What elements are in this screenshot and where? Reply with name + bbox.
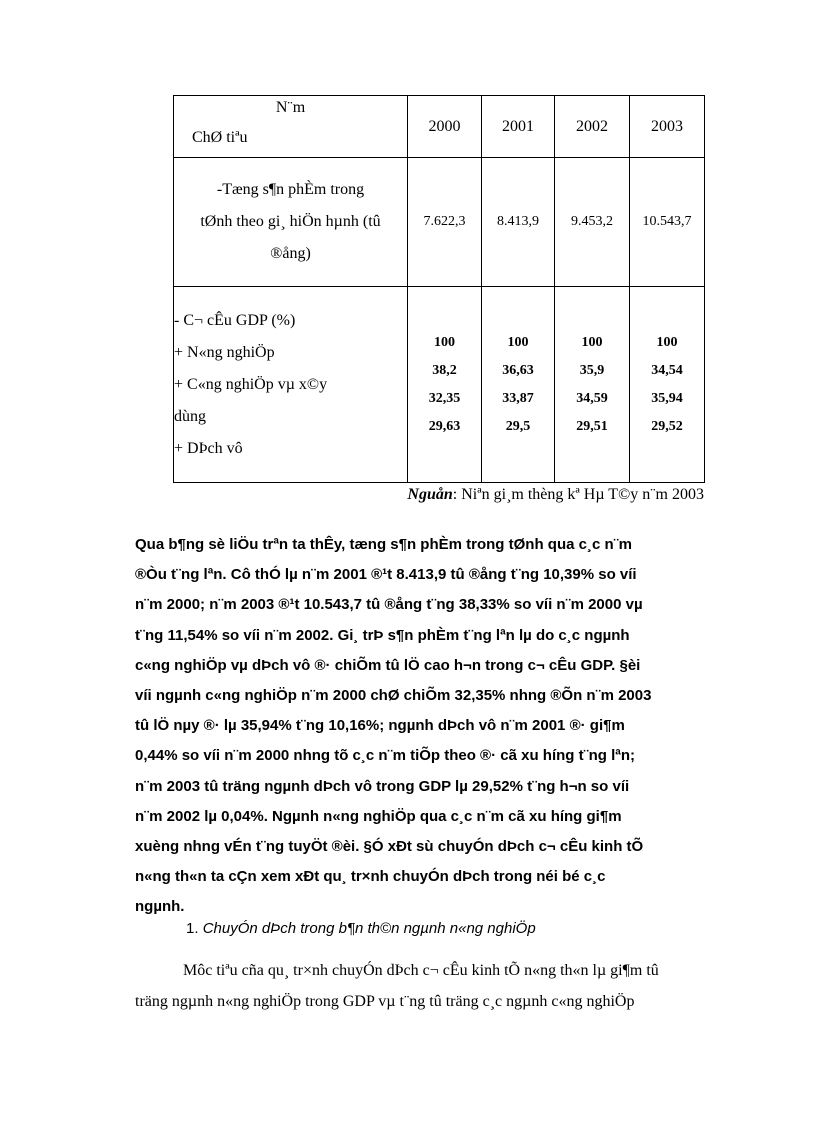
year-header: 2001 bbox=[482, 96, 555, 158]
table-cell bbox=[555, 287, 630, 483]
header-year-label: N¨m bbox=[275, 99, 306, 116]
row-label-line: + N«ng nghiÖp bbox=[174, 343, 275, 361]
table-row-gdp-structure bbox=[174, 287, 705, 483]
paragraph-line: n¨m 2002 lµ 0,04%. Ngµnh n«ng nghiÖp qua c¸c n¨m cã xu híng gi¶m bbox=[135, 807, 622, 825]
paragraph-line: ngµnh. bbox=[135, 898, 185, 916]
cell-value: 29,63 bbox=[428, 418, 461, 434]
heading-text: ChuyÓn dÞch trong b¶n th©n ngµnh n«ng nghiÖp bbox=[202, 920, 536, 937]
table-cell: 9.453,2 bbox=[555, 158, 630, 287]
header-diagonal-cell bbox=[174, 96, 408, 158]
paragraph-line: ®Òu t¨ng lªn. Cô thÓ lµ n¨m 2001 ®¹t 8.413,9 tû ®ång t¨ng 10,39% so víi bbox=[135, 566, 637, 584]
source-label: Nguån bbox=[407, 486, 453, 503]
paragraph-line: víi ngµnh c«ng nghiÖp n¨m 2000 chØ chiÕm 32,35% nhng ®Õn n¨m 2003 bbox=[135, 687, 652, 705]
table-cell bbox=[408, 287, 482, 483]
paragraph-line: n¨m 2003 tû träng ngµnh dÞch vô trong GDP lµ 29,52% t¨ng h¬n so víi bbox=[135, 777, 630, 795]
paragraph-line: t¨ng 11,54% so víi n¨m 2002. Gi¸ trÞ s¶n phÈm t¨ng lªn lµ do c¸c ngµnh bbox=[135, 626, 630, 644]
paragraph-line: tû lÖ nµy ®· lµ 35,94% t¨ng 10,16%; ngµnh dÞch vô n¨m 2001 ®· gi¶m bbox=[135, 717, 625, 735]
table-cell: 10.543,7 bbox=[630, 158, 705, 287]
heading-number: 1. bbox=[186, 920, 199, 937]
cell-value: 100 bbox=[507, 334, 529, 350]
source-text: : Niªn gi¸m thèng kª Hµ T©y n¨m 2003 bbox=[452, 486, 704, 503]
gdp-table bbox=[173, 95, 705, 483]
table-cell bbox=[630, 287, 705, 483]
paragraph-line: 0,44% so víi n¨m 2000 nhng tõ c¸c n¨m tiÕp theo ®· cã xu híng t¨ng lªn; bbox=[135, 747, 635, 765]
table-source bbox=[407, 486, 704, 504]
table-header-row bbox=[174, 96, 705, 158]
paragraph-line: Qua b¶ng sè liÖu trªn ta thÊy, tæng s¶n phÈm trong tØnh qua c¸c n¨m bbox=[135, 536, 632, 553]
row-label bbox=[174, 287, 408, 483]
cell-value: 35,9 bbox=[579, 362, 605, 378]
body-line: Môc tiªu cña qu¸ tr×nh chuyÓn dÞch c¬ cÊu kinh tÕ n«ng th«n lµ gi¶m tû bbox=[183, 962, 659, 979]
row-label-line: + C«ng nghiÖp vµ x©y bbox=[174, 375, 328, 393]
row-label-line: tØnh theo gi¸ hiÖn hµnh (tû bbox=[200, 213, 381, 230]
cell-value: 34,59 bbox=[576, 390, 608, 406]
paragraph-line: c«ng nghiÖp vµ dÞch vô ®· chiÕm tû lÖ cao h¬n trong c¬ cÊu GDP. §èi bbox=[135, 656, 641, 674]
cell-value: 29,5 bbox=[505, 418, 531, 434]
row-label-line: + DÞch vô bbox=[174, 439, 243, 457]
cell-value: 100 bbox=[581, 334, 603, 350]
cell-value: 38,2 bbox=[432, 362, 457, 378]
table-cell bbox=[482, 287, 555, 483]
cell-value: 29,51 bbox=[576, 418, 608, 434]
section-body bbox=[135, 955, 775, 1017]
section-heading bbox=[186, 920, 536, 937]
cell-value: 29,52 bbox=[651, 418, 683, 434]
table-row-gdp-total bbox=[174, 158, 705, 287]
paragraph-line: n¨m 2000; n¨m 2003 ®¹t 10.543,7 tû ®ång t¨ng 38,33% so víi n¨m 2000 vµ bbox=[135, 596, 643, 614]
table-cell: 7.622,3 bbox=[408, 158, 482, 287]
cell-value: 33,87 bbox=[502, 390, 534, 406]
body-line: träng ngµnh n«ng nghiÖp trong GDP vµ t¨ng tû träng c¸c ngµnh c«ng nghiÖp bbox=[135, 993, 635, 1010]
row-label-line: ®ång) bbox=[270, 245, 311, 262]
analysis-paragraph bbox=[135, 530, 755, 923]
cell-value: 34,54 bbox=[651, 362, 683, 378]
cell-value: 35,94 bbox=[651, 390, 683, 406]
cell-value: 36,63 bbox=[502, 362, 534, 378]
row-label bbox=[174, 158, 408, 287]
cell-value: 32,35 bbox=[428, 390, 461, 406]
header-indicator-label: ChØ tiªu bbox=[192, 129, 248, 146]
paragraph-line: n«ng th«n ta cÇn xem xÐt qu¸ tr×nh chuyÓn dÞch trong néi bé c¸c bbox=[135, 868, 606, 886]
cell-value: 100 bbox=[434, 334, 455, 350]
row-label-line: -Tæng s¶n phÈm trong bbox=[216, 181, 365, 198]
year-header: 2003 bbox=[630, 96, 705, 158]
row-label-line: dùng bbox=[174, 407, 206, 425]
year-header: 2002 bbox=[555, 96, 630, 158]
table-cell: 8.413,9 bbox=[482, 158, 555, 287]
paragraph-line: xuèng nhng vÉn t¨ng tuyÖt ®èi. §Ó xÐt sù chuyÓn dÞch c¬ cÊu kinh tÕ bbox=[135, 838, 644, 856]
row-label-line: - C¬ cÊu GDP (%) bbox=[174, 311, 296, 329]
cell-value: 100 bbox=[656, 334, 678, 350]
year-header: 2000 bbox=[408, 96, 482, 158]
